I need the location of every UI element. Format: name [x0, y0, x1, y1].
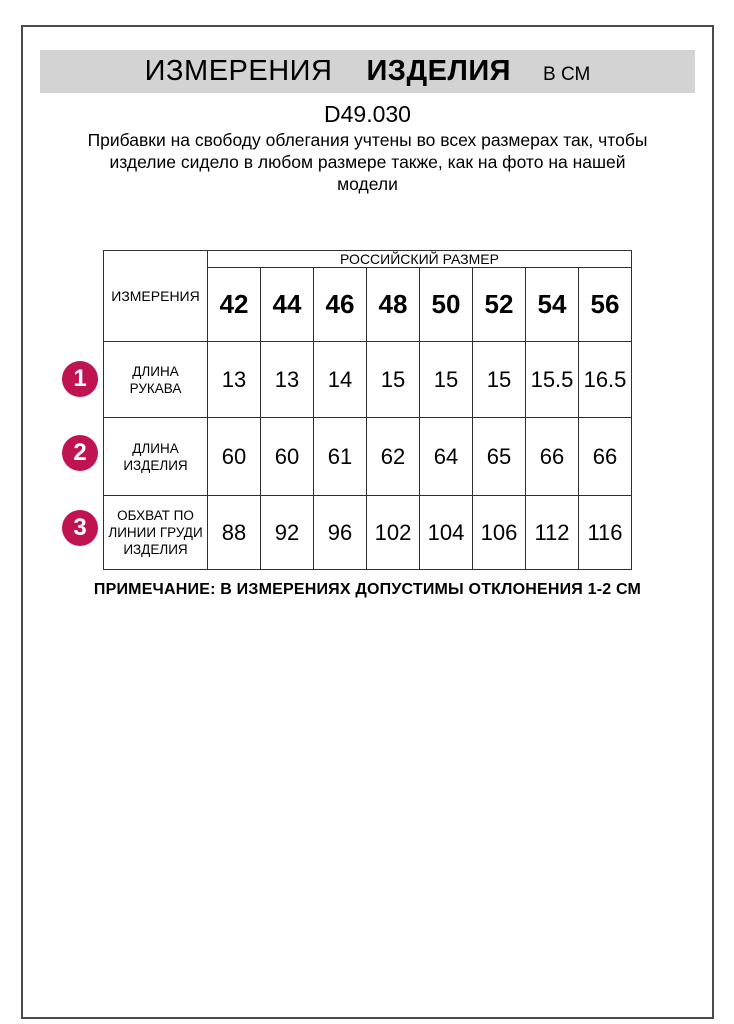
- value-cell: 62: [367, 418, 420, 496]
- group-header-cell: РОССИЙСКИЙ РАЗМЕР: [208, 251, 632, 268]
- value-cell: 92: [261, 496, 314, 570]
- size-header-cell: 46: [314, 268, 367, 342]
- table-row-item-length: [104, 418, 632, 496]
- value-cell: 112: [526, 496, 579, 570]
- value-cell: 60: [261, 418, 314, 496]
- row-number-badge-2: 2: [62, 435, 98, 471]
- value-cell: 106: [473, 496, 526, 570]
- row-label-cell: ДЛИНА ИЗДЕЛИЯ: [104, 418, 208, 496]
- size-header-cell: 44: [261, 268, 314, 342]
- title-bar: [40, 50, 695, 93]
- value-cell: 65: [473, 418, 526, 496]
- measurements-table: [103, 250, 632, 570]
- row-number-badge-1: 1: [62, 361, 98, 397]
- description-line: Прибавки на свободу облегания учтены во всех размерах так, чтобы: [87, 130, 648, 150]
- size-header-cell: 56: [579, 268, 632, 342]
- page-title: [145, 55, 591, 88]
- value-cell: 60: [208, 418, 261, 496]
- title-product-word: ИЗДЕЛИЯ: [366, 55, 512, 87]
- size-header-cell: 52: [473, 268, 526, 342]
- description-line: изделие сидело в любом размере также, как на фото на нашей: [109, 152, 626, 172]
- value-cell: 13: [208, 342, 261, 418]
- value-cell: 61: [314, 418, 367, 496]
- size-header-cell: 48: [367, 268, 420, 342]
- value-cell: 88: [208, 496, 261, 570]
- value-cell: 66: [579, 418, 632, 496]
- title-unit-label: В СМ: [543, 64, 591, 85]
- description-paragraph: [21, 129, 714, 195]
- title-measurements-word: ИЗМЕРЕНИЯ: [144, 55, 333, 87]
- table-row-sleeve-length: [104, 342, 632, 418]
- value-cell: 104: [420, 496, 473, 570]
- value-cell: 15: [367, 342, 420, 418]
- description-line: модели: [337, 174, 398, 194]
- value-cell: 66: [526, 418, 579, 496]
- size-header-cell: 50: [420, 268, 473, 342]
- value-cell: 15: [473, 342, 526, 418]
- value-cell: 13: [261, 342, 314, 418]
- value-cell: 14: [314, 342, 367, 418]
- size-header-cell: 42: [208, 268, 261, 342]
- value-cell: 96: [314, 496, 367, 570]
- table-row-chest-girth: [104, 496, 632, 570]
- corner-header-cell: ИЗМЕРЕНИЯ: [104, 251, 208, 342]
- size-header-cell: 54: [526, 268, 579, 342]
- value-cell: 102: [367, 496, 420, 570]
- value-cell: 15.5: [526, 342, 579, 418]
- row-label-cell: ОБХВАТ ПО ЛИНИИ ГРУДИ ИЗДЕЛИЯ: [104, 496, 208, 570]
- product-code: D49.030: [324, 101, 411, 127]
- value-cell: 16.5: [579, 342, 632, 418]
- value-cell: 15: [420, 342, 473, 418]
- row-label-cell: ДЛИНА РУКАВА: [104, 342, 208, 418]
- row-number-badge-3: 3: [62, 510, 98, 546]
- value-cell: 116: [579, 496, 632, 570]
- value-cell: 64: [420, 418, 473, 496]
- tolerance-note: ПРИМЕЧАНИЕ: В ИЗМЕРЕНИЯХ ДОПУСТИМЫ ОТКЛОНЕНИЯ 1-2 СМ: [93, 581, 642, 598]
